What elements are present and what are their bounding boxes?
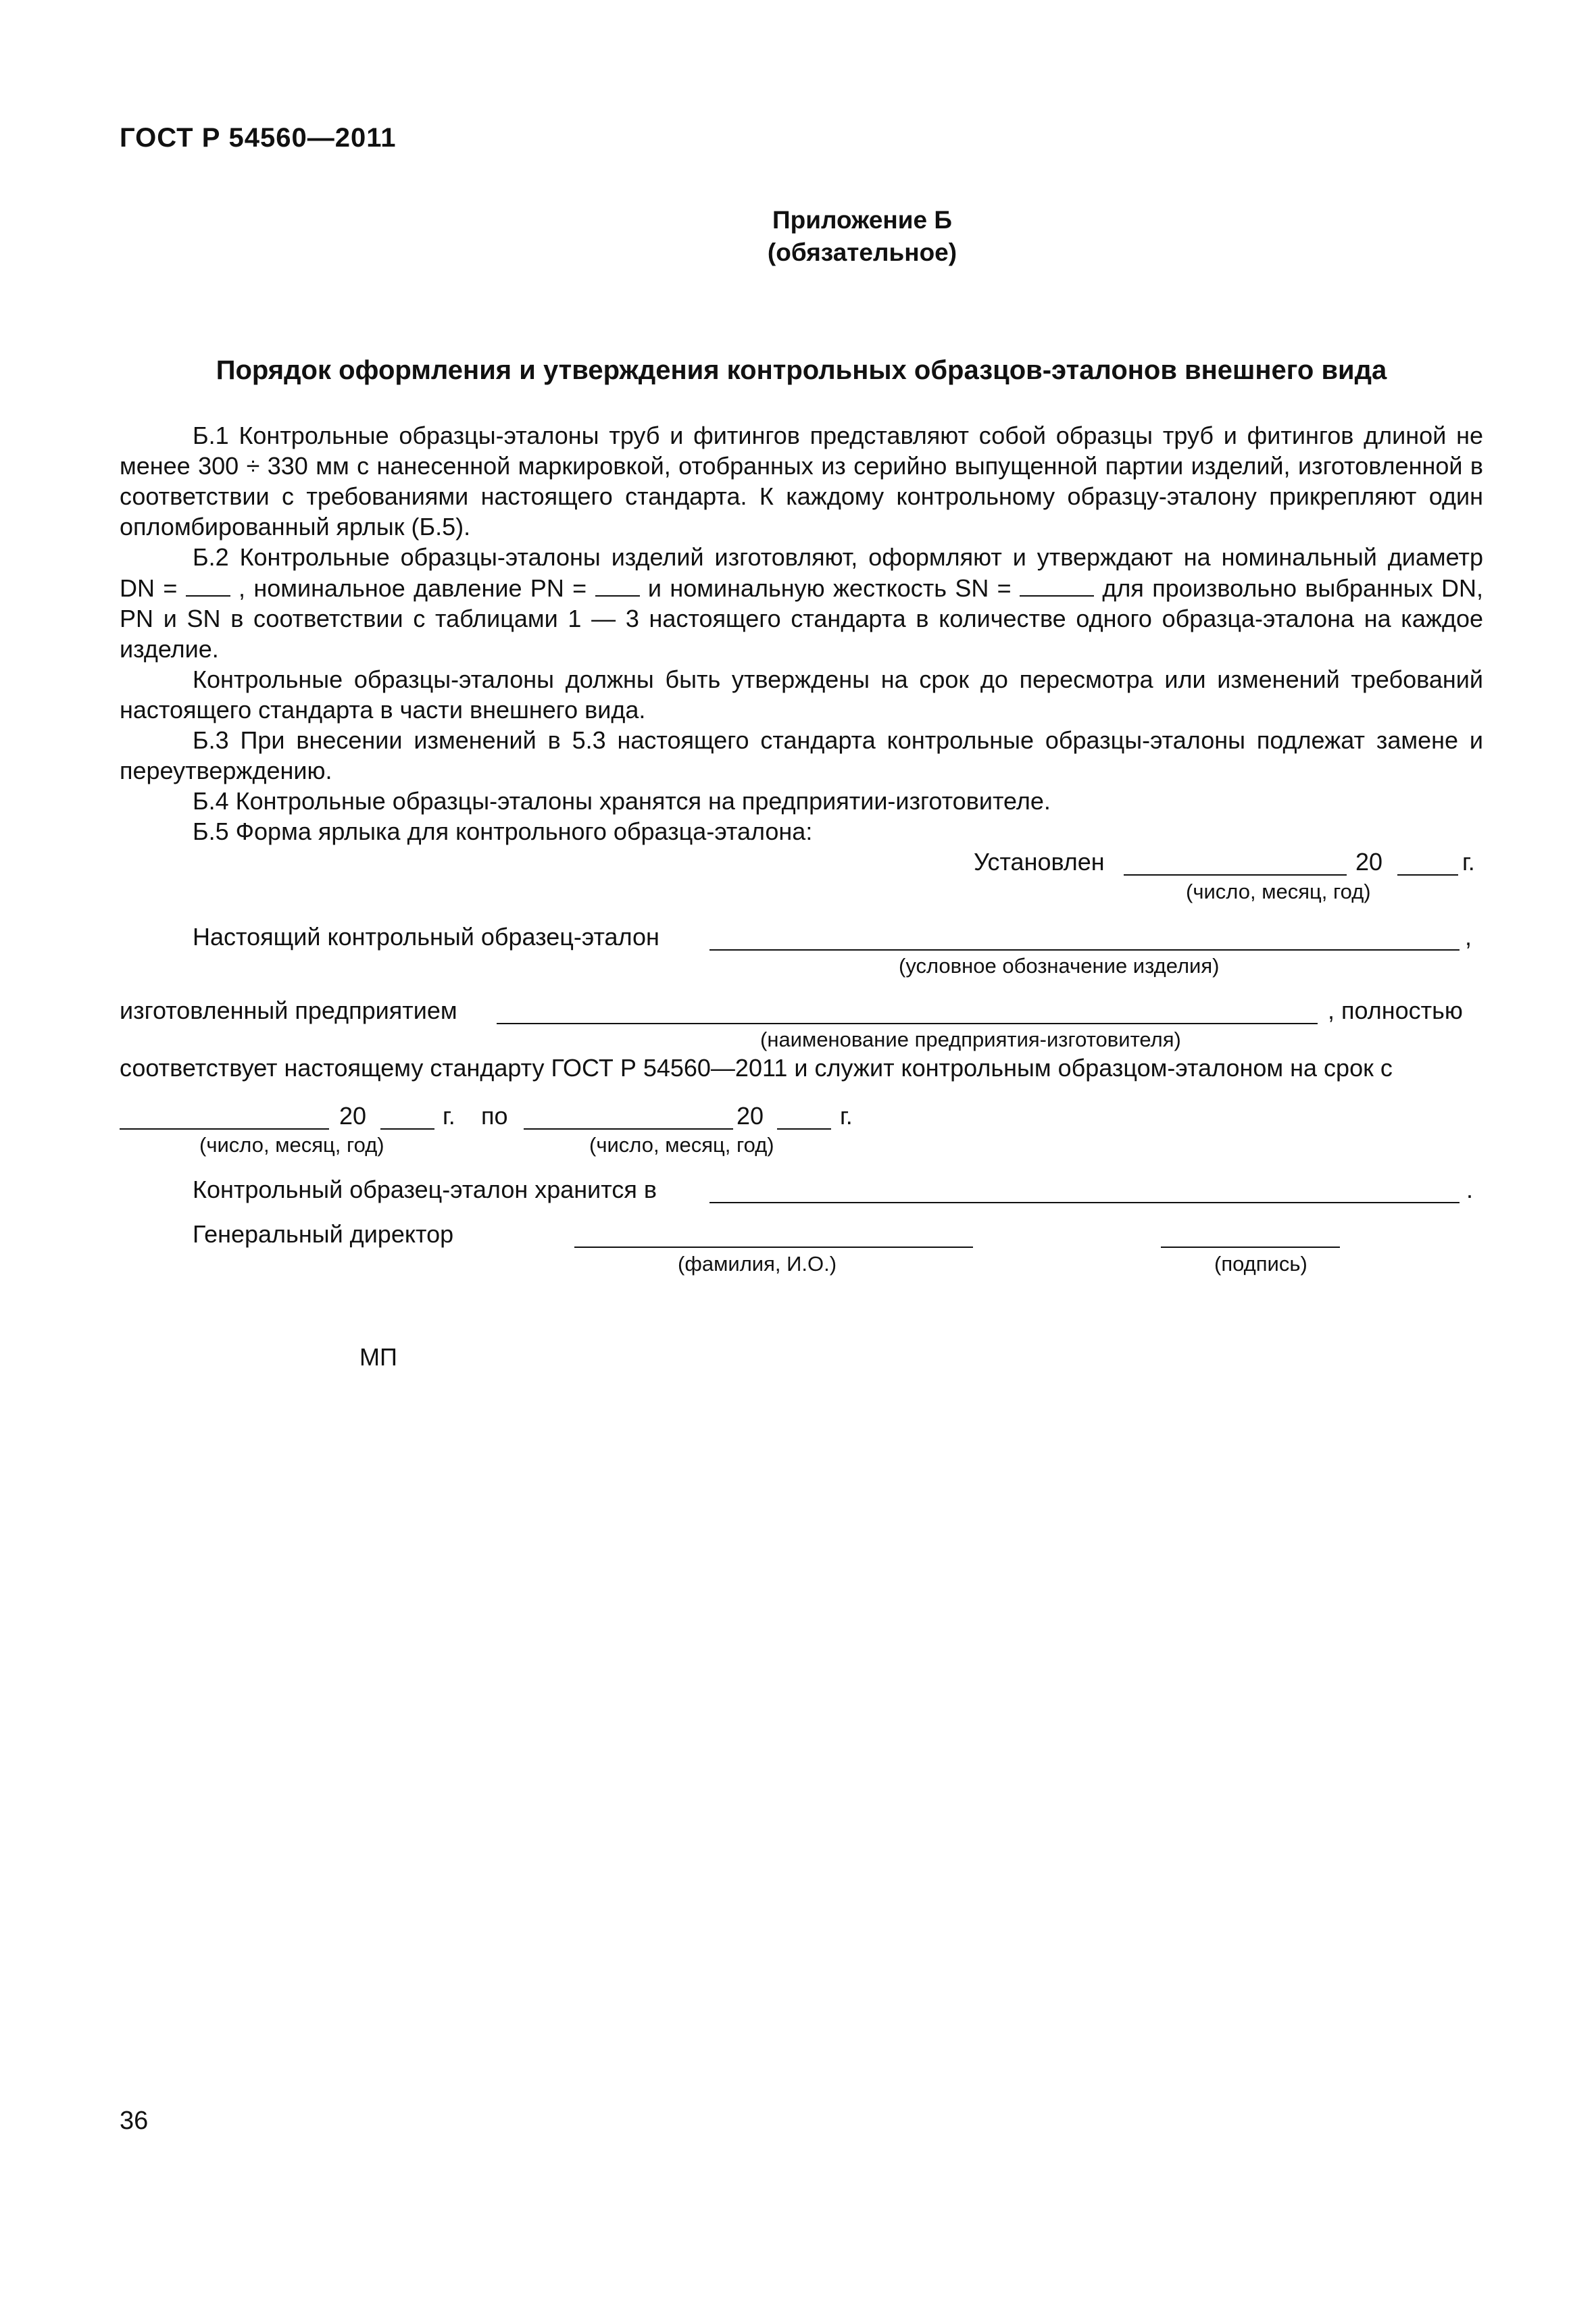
body-text	[120, 420, 1483, 847]
to-label: по	[481, 1102, 508, 1130]
paragraph-b3: Б.3 При внесении изменений в 5.3 настоящего стандарта контрольные образцы-эталоны подлежат замене и переутверждению.	[120, 726, 1483, 784]
page-number: 36	[120, 2107, 149, 2135]
director-name-line	[574, 1247, 973, 1248]
enterprise-caption: (наименование предприятия-изготовителя)	[760, 1028, 1181, 1051]
made-by-label: изготовленный предприятием	[120, 997, 457, 1024]
appendix-title: Приложение Б	[772, 206, 952, 234]
end-year-prefix: 20	[737, 1102, 764, 1130]
start-year-line	[380, 1128, 434, 1130]
storage-period: .	[1466, 1176, 1474, 1203]
stored-label: Контрольный образец-эталон хранится в	[193, 1176, 657, 1203]
paragraph-b1: Б.1 Контрольные образцы-эталоны труб и фитингов представляют собой образцы труб и фитингов длиной не менее 300 ÷ 330 мм с нанесенной маркировкой, отобранных из серийно выпущенной партии изделий, изготовленной в соответствии с требованиями настоящего стандарта. К каждому контрольному образцу-эталону прикрепляют один опломбированный ярлык (Б.5).	[120, 422, 1483, 540]
paragraph-b2-part-c: и номинальную жесткость SN =	[639, 574, 1020, 602]
dn-blank	[186, 572, 230, 597]
established-year-prefix: 20	[1355, 848, 1383, 876]
paragraph-b2-part-d: для произвольно выбранных DN, PN и SN в соответствии с таблицами 1 — 3 настоящего стандарта в количестве одного образца-эталона на каждое изделие.	[120, 574, 1484, 663]
product-comma: ,	[1465, 923, 1472, 951]
name-caption: (фамилия, И.О.)	[678, 1252, 837, 1276]
standard-header: ГОСТ Р 54560—2011	[120, 123, 397, 153]
paragraph-b2-second: Контрольные образцы-эталоны должны быть утверждены на срок до пересмотра или изменений требований настоящего стандарта в части внешнего вида.	[120, 665, 1483, 724]
established-label: Установлен	[974, 848, 1105, 876]
paragraph-b5: Б.5 Форма ярлыка для контрольного образца-эталона:	[193, 818, 813, 845]
established-date-caption: (число, месяц, год)	[1186, 880, 1371, 903]
start-year-prefix: 20	[339, 1102, 367, 1130]
established-date-line	[1124, 874, 1347, 876]
established-year-line	[1397, 874, 1458, 876]
sn-blank	[1020, 572, 1094, 597]
sample-label: Настоящий контрольный образец-эталон	[193, 923, 659, 951]
start-year-suffix: г.	[443, 1102, 455, 1130]
paragraph-b2-part-a: Б.2 Контрольные образцы-эталоны изделий изготовляют, оформляют и утверждают на номинальный диаметр DN =	[120, 543, 1483, 602]
start-date-line	[120, 1128, 329, 1130]
end-year-line	[777, 1128, 831, 1130]
end-date-line	[524, 1128, 733, 1130]
director-label: Генеральный директор	[193, 1220, 454, 1248]
section-title: Порядок оформления и утверждения контрольных образцов-эталонов внешнего вида	[216, 355, 1387, 385]
end-date-caption: (число, месяц, год)	[589, 1133, 774, 1157]
signature-caption: (подпись)	[1214, 1252, 1307, 1276]
appendix-status: (обязательное)	[767, 238, 957, 266]
appendix-heading	[0, 204, 1596, 269]
start-date-caption: (число, месяц, год)	[199, 1133, 384, 1157]
established-year-suffix: г.	[1462, 848, 1475, 876]
paragraph-b2	[120, 542, 1483, 664]
manufacturer-line	[497, 1023, 1318, 1024]
seal-place-label: МП	[359, 1343, 397, 1371]
end-year-suffix: г.	[840, 1102, 853, 1130]
director-signature-line	[1161, 1247, 1340, 1248]
paragraph-b4: Б.4 Контрольные образцы-эталоны хранятся на предприятии-изготовителе.	[193, 787, 1051, 815]
storage-place-line	[709, 1202, 1460, 1203]
pn-blank	[595, 572, 640, 597]
conforms-text: соответствует настоящему стандарту ГОСТ Р 54560—2011 и служит контрольным образцом-эталоном на срок с	[120, 1054, 1393, 1082]
product-caption: (условное обозначение изделия)	[899, 954, 1220, 978]
paragraph-b2-part-b: , номинальное давление PN =	[230, 574, 595, 602]
fully-label: , полностью	[1328, 997, 1463, 1024]
product-designation-line	[709, 949, 1460, 951]
